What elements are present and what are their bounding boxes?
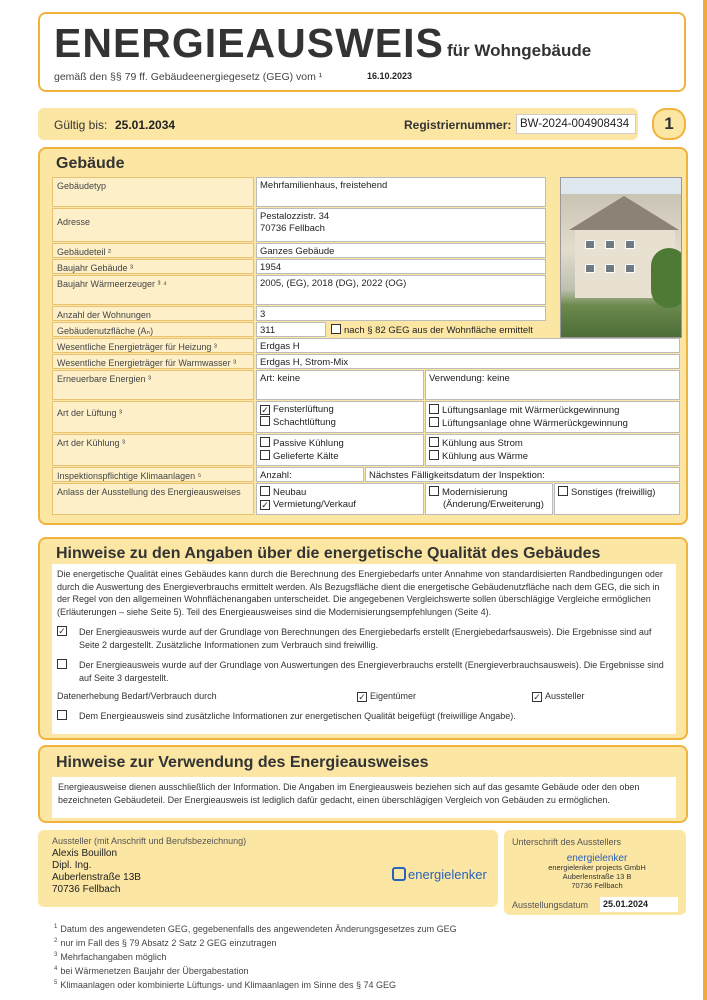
checkbox-ventilation-without-recovery[interactable] — [429, 417, 439, 427]
reason-options-right — [554, 483, 680, 515]
footnote-text: nur im Fall des § 79 Absatz 2 Satz 2 GEG einzutragen — [60, 938, 277, 948]
address-city: 70736 Fellbach — [260, 223, 325, 234]
reason-options-left — [256, 483, 424, 515]
photo-window — [585, 240, 595, 249]
company-stamp — [542, 854, 652, 890]
usage-section — [38, 745, 688, 823]
issuer-name: Alexis Bouillon — [52, 848, 118, 859]
label-apartments: Anzahl der Wohnungen — [52, 306, 254, 321]
option-other[interactable] — [558, 486, 676, 499]
label-cooling: Art der Kühlung ³ — [52, 434, 254, 466]
option-label: Lüftungsanlage mit Wärmerückgewinnung — [442, 405, 620, 416]
signature-box — [504, 830, 686, 915]
logo-icon — [392, 867, 406, 881]
registration-label: Registriernummer: — [404, 118, 512, 132]
option-label: Aussteller — [545, 691, 585, 701]
quality-hints-box — [52, 564, 676, 734]
value-heating-carrier: Erdgas H — [256, 338, 680, 353]
option-label: Neubau — [273, 487, 307, 498]
option-delivered-cold[interactable] — [260, 450, 420, 463]
checkbox-rent-sale[interactable]: ✓ — [261, 500, 269, 510]
footnote-text: Datum des angewendeten GEG, gegebenenfalls des angewendeten Änderungsgesetzes zum GEG — [60, 924, 457, 934]
option-ventilation-with-recovery[interactable] — [429, 404, 676, 417]
option-shaft-ventilation[interactable] — [260, 416, 420, 429]
usage-heading: Hinweise zur Verwendung des Energieausweises — [56, 754, 429, 771]
quality-hints-intro: Die energetische Qualität eines Gebäudes kann durch die Berechnung des Energiebedarfs unter Annahme von standardisierten Randbedingungen oder durch die Auswertung des Energieverbrauchs ermittelt werden. Als Bezugsfläche dient die energetische Gebäudenutzfläche nach dem GEG, die sich in der Regel von den allgemeinen Wohnflächenangaben unterscheidet. Die angegebenen Vergleichswerte sollen überschlägige Vergleiche ermöglichen (Erläuterungen – siehe Seite 5). Teil des Energieausweises sind die Modernisierungsempfehlungen (Seite 4). — [57, 569, 663, 617]
label-heater-year: Baujahr Wärmeerzeuger ³ ⁴ — [52, 275, 254, 305]
data-collection-row — [57, 690, 671, 704]
option-cooling-electricity[interactable] — [429, 437, 676, 450]
option-label: Eigentümer — [370, 691, 417, 701]
label-construction-year: Baujahr Gebäude ³ — [52, 259, 254, 274]
footnote: $^3$ Mehrfachangaben möglich — [54, 952, 167, 962]
option-cooling-heat[interactable] — [429, 450, 676, 463]
issuer-street: Auberlenstraße 13B — [52, 872, 141, 883]
option-rent-sale[interactable] — [260, 499, 420, 511]
document-title: ENERGIEAUSWEIS — [54, 20, 444, 66]
valid-until-label: Gültig bis: — [54, 118, 108, 132]
law-date: 16.10.2023 — [367, 71, 413, 81]
photo-roof — [569, 196, 679, 230]
issuer-box — [38, 830, 498, 907]
building-heading: Gebäude — [56, 155, 125, 172]
issuer-details — [52, 848, 141, 896]
ventilation-options-right — [425, 401, 680, 433]
data-collection-label: Datenerhebung Bedarf/Verbrauch durch — [57, 691, 217, 701]
document-subtitle: für Wohngebäude — [447, 41, 592, 60]
quality-hints-section — [38, 537, 688, 740]
checkbox-shaft-ventilation[interactable] — [260, 416, 270, 426]
photo-window — [585, 264, 595, 273]
checkbox-other[interactable] — [558, 486, 568, 496]
value-construction-year: 1954 — [256, 259, 546, 274]
option-owner[interactable] — [357, 690, 416, 703]
issuer-title: Dipl. Ing. — [52, 860, 92, 871]
footnotes — [54, 921, 457, 991]
floor-area-checkbox[interactable] — [331, 324, 341, 334]
option-new-building[interactable] — [260, 486, 420, 499]
validity-bar — [38, 108, 638, 140]
label-address: Adresse — [52, 208, 254, 242]
label-renewables: Erneuerbare Energien ³ — [52, 370, 254, 400]
option-demand-certificate[interactable] — [57, 626, 671, 651]
option-label: Schachtlüftung — [273, 417, 336, 428]
issue-date-label: Ausstellungsdatum — [512, 900, 589, 910]
footnote-text: Klimaanlagen oder kombinierte Lüftungs- und Klimaanlagen im Sinne des § 74 GEG — [60, 980, 397, 990]
footnote-text: Mehrfachangaben möglich — [60, 952, 167, 962]
option-issuer[interactable] — [532, 690, 585, 703]
stamp-line: energielenker projects GmbH — [548, 863, 646, 872]
label-ventilation: Art der Lüftung ³ — [52, 401, 254, 433]
photo-window — [625, 264, 635, 273]
value-water-carrier: Erdgas H, Strom-Mix — [256, 354, 680, 369]
photo-window — [605, 264, 615, 273]
value-renewables-type: Art: keine — [256, 370, 424, 400]
cooling-options-right — [425, 434, 680, 466]
floor-area-option[interactable] — [328, 322, 546, 337]
checkbox-delivered-cold[interactable] — [260, 450, 270, 460]
value-renewables-usage: Verwendung: keine — [425, 370, 680, 400]
checkbox-owner[interactable]: ✓ — [358, 692, 366, 702]
registration-number: BW-2024-004908434 — [516, 114, 636, 134]
usage-text: Energieausweise dienen ausschließlich der Information. Die Angaben im Energieausweis beziehen sich auf das gesamte Gebäude oder den oben bezeichneten Gebäudeteil. Der Energieausweis ist lediglich dafür gedacht, einen überschlägigen Vergleich von Gebäuden zu ermöglichen. — [52, 777, 676, 818]
logo-text: energielenker — [408, 867, 487, 882]
stamp-line: 70736 Fellbach — [571, 881, 623, 890]
signature-label: Unterschrift des Ausstellers — [512, 837, 622, 847]
option-label: Vermietung/Verkauf — [273, 499, 356, 510]
option-label: Gelieferte Kälte — [273, 451, 339, 462]
address-street: Pestalozzistr. 34 — [260, 211, 330, 222]
stamp-line: Auberlenstraße 13 B — [562, 872, 632, 881]
label-reason: Anlass der Ausstellung des Energieausweises — [52, 483, 254, 515]
extra-info-text: Dem Energieausweis sind zusätzliche Informationen zur energetischen Qualität beigefügt (freiwillige Angabe). — [79, 711, 516, 721]
checkbox-issuer[interactable]: ✓ — [533, 692, 541, 702]
checkbox-new-building[interactable] — [260, 486, 270, 496]
photo-tree — [651, 248, 682, 308]
cooling-options-left — [256, 434, 424, 466]
option-label: Passive Kühlung — [273, 438, 344, 449]
value-ac-inspection: Nächstes Fälligkeitsdatum der Inspektion: — [365, 467, 680, 482]
option-label: Modernisierung — [442, 487, 508, 498]
checkbox-cooling-electricity[interactable] — [429, 437, 439, 447]
checkbox-extra-info[interactable] — [57, 710, 67, 720]
checkbox-passive-cooling[interactable] — [260, 437, 270, 447]
option-consumption-certificate[interactable] — [57, 659, 671, 684]
option-modernization[interactable] — [429, 486, 549, 499]
label-floor-area: Gebäudenutzfläche (Aₙ) — [52, 322, 254, 337]
option-label: Fensterlüftung — [273, 404, 334, 415]
consumption-certificate-text: Der Energieausweis wurde auf der Grundlage von Auswertungen des Energieverbrauchs erstellt (Energieverbrauchsausweis). Die Ergebnisse sind auf Seite 3 dargestellt. — [79, 660, 664, 683]
option-extra-info[interactable] — [57, 710, 671, 723]
label-building-part: Gebäudeteil ² — [52, 243, 254, 258]
issuer-label: Aussteller (mit Anschrift und Berufsbezeichnung) — [52, 836, 247, 846]
reason-options-middle — [425, 483, 553, 515]
issue-date: 25.01.2024 — [600, 897, 678, 912]
checkbox-cooling-heat[interactable] — [429, 450, 439, 460]
label-air-conditioning: Inspektionspflichtige Klimaanlagen ⁵ — [52, 467, 254, 482]
header-box — [38, 12, 686, 92]
option-label: Kühlung aus Strom — [442, 438, 523, 449]
quality-hints-heading: Hinweise zu den Angaben über die energetische Qualität des Gebäudes — [56, 545, 601, 562]
checkbox-window-ventilation[interactable]: ✓ — [261, 405, 269, 415]
checkbox-consumption-certificate[interactable] — [57, 659, 67, 669]
footnote-text: bei Wärmenetzen Baujahr der Übergabestation — [60, 966, 249, 976]
issuer-city: 70736 Fellbach — [52, 884, 121, 895]
footnote: $^5$ Klimaanlagen oder kombinierte Lüftungs- und Klimaanlagen im Sinne des § 74 GEG — [54, 980, 397, 990]
stamp-logo: energielenker — [566, 853, 628, 864]
law-reference: gemäß den §§ 79 ff. Gebäudeenergiegesetz (GEG) vom ¹ — [54, 71, 323, 83]
option-ventilation-without-recovery[interactable] — [429, 417, 676, 430]
footnote: $^2$ nur im Fall des § 79 Absatz 2 Satz 2 GEG einzutragen — [54, 938, 277, 948]
option-label: Lüftungsanlage ohne Wärmerückgewinnung — [442, 418, 628, 429]
photo-window — [625, 240, 635, 249]
label-water-carrier: Wesentliche Energieträger für Warmwasser ³ — [52, 354, 254, 369]
value-address — [256, 208, 546, 242]
checkbox-ventilation-with-recovery[interactable] — [429, 404, 439, 414]
demand-certificate-text: Der Energieausweis wurde auf der Grundlage von Berechnungen des Energiebedarfs erstellt (Energiebedarfsausweis). Die Ergebnisse sind auf Seite 2 dargestellt. Zusätzliche Informationen zum Verbrauch sind freiwillig. — [79, 627, 652, 650]
option-window-ventilation[interactable] — [260, 404, 420, 416]
label-heating-carrier: Wesentliche Energieträger für Heizung ³ — [52, 338, 254, 353]
label-building-type: Gebäudetyp — [52, 177, 254, 207]
building-section — [38, 147, 688, 525]
building-photo — [560, 177, 682, 338]
floor-area-option-label: nach § 82 GEG aus der Wohnfläche ermittelt — [344, 325, 533, 336]
value-heater-year: 2005, (EG), 2018 (DG), 2022 (OG) — [256, 275, 546, 305]
value-building-type: Mehrfamilienhaus, freistehend — [256, 177, 546, 207]
option-modernization-detail: (Änderung/Erweiterung) — [443, 499, 544, 510]
valid-until-date: 25.01.2034 — [115, 118, 176, 132]
photo-window — [605, 240, 615, 249]
page-number-badge: 1 — [652, 108, 686, 140]
value-apartments: 3 — [256, 306, 546, 321]
option-label: Kühlung aus Wärme — [442, 451, 529, 462]
option-label: Sonstiges (freiwillig) — [571, 487, 656, 498]
value-ac-count: Anzahl: — [256, 467, 364, 482]
building-table — [52, 175, 678, 519]
checkbox-demand-certificate[interactable]: ✓ — [58, 626, 66, 636]
issuer-logo — [392, 867, 487, 882]
footnote: $^1$ Datum des angewendeten GEG, gegebenenfalls des angewendeten Änderungsgesetzes zum GEG — [54, 924, 457, 934]
option-passive-cooling[interactable] — [260, 437, 420, 450]
ventilation-options-left — [256, 401, 424, 433]
value-floor-area: 311 — [256, 322, 326, 337]
footnote: $^4$ bei Wärmenetzen Baujahr der Übergabestation — [54, 966, 249, 976]
value-building-part: Ganzes Gebäude — [256, 243, 546, 258]
checkbox-modernization[interactable] — [429, 486, 439, 496]
